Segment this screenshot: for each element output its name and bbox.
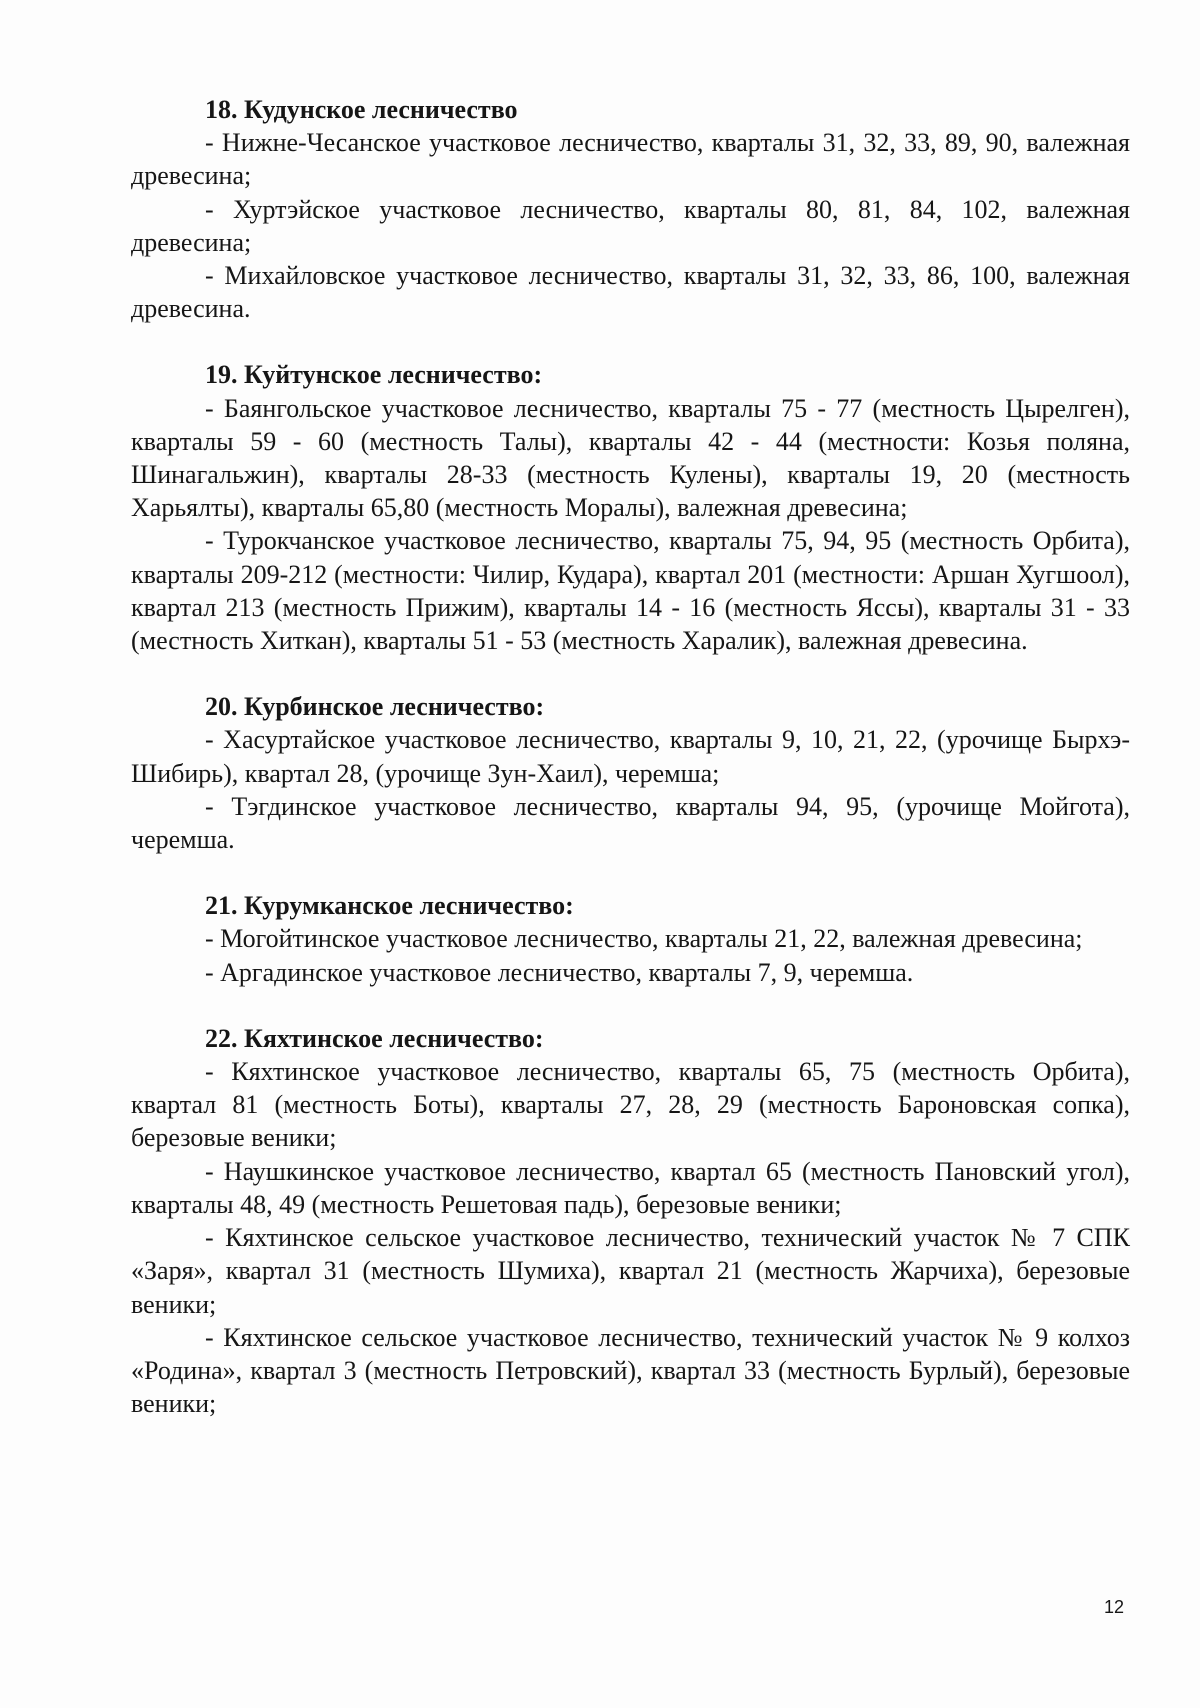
section-18 [131, 93, 1130, 325]
document-body [131, 93, 1130, 1453]
section-item: - Хасуртайское участковое лесничество, кварталы 9, 10, 21, 22, (урочище Бырхэ-Шибирь), квартал 28, (урочище Зун-Хаил), черемша; [131, 725, 1130, 788]
section-20 [131, 690, 1130, 856]
section-heading: 20. Курбинское лесничество: [205, 692, 545, 722]
section-item: - Кяхтинское сельское участковое лесничество, технический участок № 9 колхоз «Родина», квартал 3 (местность Петровский), квартал 33 (местность Бурлый), березовые веники; [131, 1322, 1130, 1419]
section-19 [131, 358, 1130, 657]
section-item: - Нижне-Чесанское участковое лесничество, кварталы 31, 32, 33, 89, 90, валежная древесина; [131, 128, 1130, 191]
section-heading: 21. Курумканское лесничество: [205, 891, 574, 921]
section-22 [131, 1022, 1130, 1420]
section-item: - Наушкинское участковое лесничество, квартал 65 (местность Пановский угол), кварталы 48, 49 (местность Решетовая падь), березовые веники; [131, 1156, 1130, 1219]
section-heading: 22. Кяхтинское лесничество: [205, 1023, 544, 1053]
section-item: - Турокчанское участковое лесничество, кварталы 75, 94, 95 (местность Орбита), кварталы 209-212 (местности: Чилир, Кудара), квартал 201 (местности: Аршан Хугшоол), квартал 213 (местность Прижим), кварталы 14 - 16 (местность Яссы), кварталы 31 - 33 (местность Хиткан), кварталы 51 - 53 (местность Харалик), валежная древесина. [131, 526, 1130, 656]
section-item: - Хуртэйское участковое лесничество, кварталы 80, 81, 84, 102, валежная древесина; [131, 194, 1130, 257]
page-number: 12 [1104, 1597, 1125, 1617]
section-item: - Баянгольское участковое лесничество, кварталы 75 - 77 (местность Цырелген), кварталы 59 - 60 (местность Талы), кварталы 42 - 44 (местности: Козья поляна, Шинагальжин), кварталы 28-33 (местность Кулены), кварталы 19, 20 (местность Харьялты), кварталы 65,80 (местность Моралы), валежная древесина; [131, 393, 1130, 523]
section-item: - Кяхтинское участковое лесничество, кварталы 65, 75 (местность Орбита), квартал 81 (местность Боты), кварталы 27, 28, 29 (местность Бароновская сопка), березовые веники; [131, 1057, 1130, 1153]
section-item: - Кяхтинское сельское участковое лесничество, технический участок № 7 СПК «Заря», квартал 31 (местность Шумиха), квартал 21 (местность Жарчиха), березовые веники; [131, 1223, 1130, 1319]
section-item: - Могойтинское участковое лесничество, кварталы 21, 22, валежная древесина; [205, 924, 1083, 954]
section-item: - Аргадинское участковое лесничество, кварталы 7, 9, черемша. [205, 957, 914, 987]
section-heading: 19. Куйтунское лесничество: [205, 360, 543, 390]
section-heading: 18. Кудунское лесничество [205, 95, 518, 124]
section-item: - Тэгдинское участковое лесничество, кварталы 94, 95, (урочище Мойгота), черемша. [131, 791, 1130, 855]
section-item: - Михайловское участковое лесничество, кварталы 31, 32, 33, 86, 100, валежная древесина. [131, 261, 1130, 324]
section-21 [131, 889, 1130, 989]
